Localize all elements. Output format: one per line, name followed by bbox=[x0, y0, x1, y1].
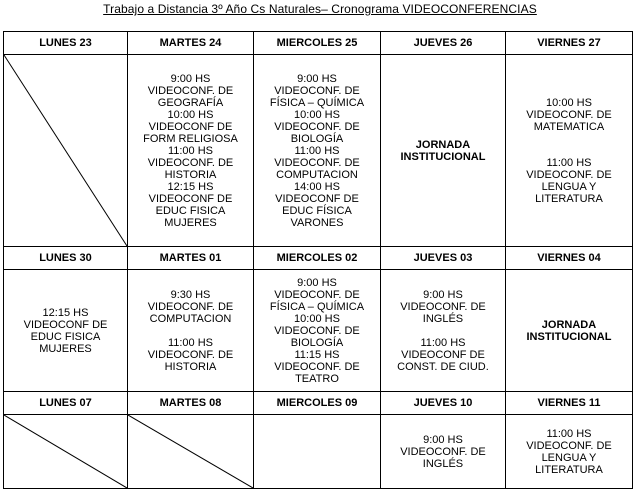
cell-line: FÍSICA – QUÍMICA bbox=[269, 300, 365, 313]
cell-line: CONST. DE CIUD. bbox=[397, 360, 489, 373]
cell-line: 11:00 HS bbox=[167, 144, 214, 157]
cell-line: LENGUA Y bbox=[541, 451, 597, 464]
cell-line: 11:00 HS bbox=[546, 427, 592, 440]
cell-line: 9:00 HS bbox=[423, 433, 463, 446]
day-header: MARTES 01 bbox=[127, 247, 253, 270]
diagonal-line bbox=[4, 415, 127, 488]
schedule-cell bbox=[380, 415, 505, 489]
empty-cell-crossed bbox=[127, 415, 253, 489]
schedule-cell bbox=[505, 415, 632, 489]
cell-line: VIDEOCONF. DE bbox=[526, 439, 612, 452]
schedule-cell bbox=[505, 55, 632, 247]
day-header: MARTES 24 bbox=[127, 32, 253, 55]
cell-line: 9:00 HS bbox=[170, 72, 211, 85]
empty-cell-crossed bbox=[4, 415, 128, 489]
cell-line: FORM RELIGIOSA bbox=[143, 132, 238, 145]
cell-line: EDUC FISICA bbox=[30, 330, 101, 343]
cell-line: 9:30 HS bbox=[170, 288, 211, 301]
cell-line: 10:00 HS bbox=[294, 312, 340, 325]
day-header: VIERNES 27 bbox=[505, 32, 632, 55]
empty-cell bbox=[253, 415, 380, 489]
cell-line: VIDEOCONF. DE bbox=[274, 84, 360, 97]
cell-line: 12:15 HS bbox=[167, 180, 214, 193]
week1-content-row bbox=[4, 55, 633, 247]
schedule-cell bbox=[380, 270, 505, 392]
cell-line: VIDEOCONF. DE bbox=[274, 156, 360, 169]
cell-line: EDUC FISICA bbox=[155, 204, 226, 217]
cell-line: JORNADA bbox=[415, 138, 471, 151]
cell-line: VIDEOCONF. DE bbox=[274, 288, 360, 301]
cell-line: 11:00 HS bbox=[294, 144, 340, 157]
week3-header-row bbox=[4, 392, 633, 415]
week2-header-row bbox=[4, 247, 633, 270]
empty-cell-crossed bbox=[4, 55, 128, 247]
cell-line: TEATRO bbox=[295, 372, 339, 385]
cell-line: 9:00 HS bbox=[297, 276, 337, 289]
cell-line: VIDEOCONF. DE bbox=[400, 445, 486, 458]
day-header: JUEVES 10 bbox=[380, 392, 505, 415]
cell-line: VIDEOCONF. DE bbox=[147, 84, 234, 97]
cell-line: GEOGRAFÍA bbox=[157, 96, 224, 109]
schedule-cell bbox=[4, 270, 128, 392]
day-header: MARTES 08 bbox=[127, 392, 253, 415]
cell-line: 11:00 HS bbox=[167, 336, 214, 349]
cell-line: VIDEOCONF. DE bbox=[274, 360, 360, 373]
cell-line: 12:15 HS bbox=[42, 306, 89, 319]
cell-line: VIDEOCONF. DE bbox=[147, 156, 234, 169]
cell-line: EDUC FÍSICA bbox=[282, 204, 352, 217]
cell-line: 10:00 HS bbox=[167, 108, 214, 121]
day-header: MIERCOLES 02 bbox=[253, 247, 380, 270]
cell-line: VIDEOCONF. DE bbox=[526, 168, 612, 181]
schedule-table bbox=[3, 31, 633, 489]
day-header: MIERCOLES 09 bbox=[253, 392, 380, 415]
cell-line: VIDEOCONF DE bbox=[23, 318, 108, 331]
cell-line: HISTORIA bbox=[164, 168, 217, 181]
cell-line: VIDEOCONF DE bbox=[148, 192, 233, 205]
cell-line: BIOLOGÍA bbox=[290, 336, 344, 349]
day-header: LUNES 30 bbox=[4, 247, 128, 270]
diagonal-line bbox=[128, 415, 253, 488]
cell-line: INGLÉS bbox=[422, 457, 464, 470]
cell-line: LENGUA Y bbox=[541, 180, 597, 193]
day-header: VIERNES 04 bbox=[505, 247, 632, 270]
cell-line: JORNADA bbox=[541, 318, 597, 331]
cell-line: VIDEOCONF DE bbox=[401, 348, 485, 361]
cell-line: 9:00 HS bbox=[297, 72, 337, 85]
schedule-cell bbox=[127, 55, 253, 247]
day-header: VIERNES 11 bbox=[505, 392, 632, 415]
cell-line: VIDEOCONF. DE bbox=[526, 108, 612, 121]
day-header: JUEVES 26 bbox=[380, 32, 505, 55]
week1-header-row bbox=[4, 32, 633, 55]
day-header: LUNES 07 bbox=[4, 392, 128, 415]
cell-line: VIDEOCONF. DE bbox=[400, 300, 486, 313]
cell-line: VIDEOCONF. DE bbox=[274, 324, 360, 337]
cell-line: MUJERES bbox=[39, 342, 92, 355]
cell-line: 11:00 HS bbox=[420, 336, 466, 349]
schedule-cell bbox=[380, 55, 505, 247]
cell-line: VIDEOCONF. DE bbox=[274, 120, 360, 133]
cell-line: MUJERES bbox=[164, 216, 217, 229]
cell-line: LITERATURA bbox=[535, 463, 603, 476]
cell-line: 11:00 HS bbox=[546, 156, 592, 169]
cell-line: 10:00 HS bbox=[294, 108, 340, 121]
cell-line: VIDEOCONF. DE bbox=[147, 300, 234, 313]
cell-line: 9:00 HS bbox=[423, 288, 463, 301]
cell-line: BIOLOGÍA bbox=[290, 132, 344, 145]
cell-line: 11:15 HS bbox=[294, 348, 340, 361]
schedule-cell bbox=[127, 270, 253, 392]
cell-line: VIDEOCONF DE bbox=[148, 120, 233, 133]
cell-line: MATEMATICA bbox=[533, 120, 605, 133]
week2-content-row bbox=[4, 270, 633, 392]
cell-line: INGLÉS bbox=[422, 312, 464, 325]
cell-line: 10:00 HS bbox=[546, 96, 592, 109]
schedule-cell bbox=[253, 55, 380, 247]
day-header: LUNES 23 bbox=[4, 32, 128, 55]
day-header: JUEVES 03 bbox=[380, 247, 505, 270]
page-title: Trabajo a Distancia 3º Año Cs Naturales– Cronograma VIDEOCONFERENCIAS bbox=[103, 2, 537, 16]
day-header: MIERCOLES 25 bbox=[253, 32, 380, 55]
week3-content-row bbox=[4, 415, 633, 489]
cell-line: HISTORIA bbox=[164, 360, 217, 373]
cell-line: COMPUTACION bbox=[276, 168, 358, 181]
cell-line: LITERATURA bbox=[535, 192, 603, 205]
schedule-cell bbox=[253, 270, 380, 392]
diagonal-line bbox=[4, 55, 127, 246]
cell-line: INSTITUCIONAL bbox=[526, 330, 612, 343]
cell-line: VIDEOCONF. DE bbox=[147, 348, 234, 361]
cell-line: VIDEOCONF DE bbox=[275, 192, 359, 205]
schedule-cell bbox=[505, 270, 632, 392]
cell-line: FÍSICA – QUÍMICA bbox=[269, 96, 365, 109]
cell-line: INSTITUCIONAL bbox=[400, 150, 486, 163]
cell-line: VARONES bbox=[290, 216, 344, 229]
cell-line: 14:00 HS bbox=[294, 180, 340, 193]
cell-line: COMPUTACION bbox=[149, 312, 232, 325]
